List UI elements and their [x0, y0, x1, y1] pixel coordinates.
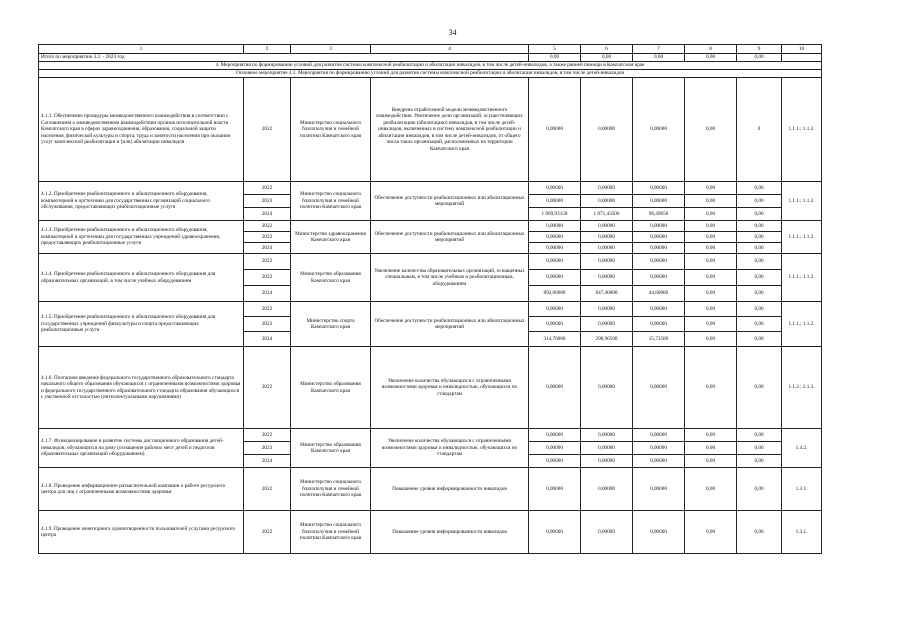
- amount-total: 0,00000: [529, 511, 581, 554]
- result-cell: Увеличение количества обучающихся с ограниченными возможностями здоровья и инвалидностью, обучающихся по стандартам: [371, 347, 529, 429]
- executor-cell: Министерство социального благополучия и семейной политики Камчатского края: [291, 182, 371, 221]
- total-value: 0,00: [529, 54, 581, 62]
- section-title-row: [39, 62, 822, 70]
- year-cell: 2023: [244, 195, 291, 208]
- table-row: [39, 429, 822, 442]
- amount-regional: 44,60000: [633, 286, 685, 302]
- amount-total: 0,00000: [529, 78, 581, 182]
- event-name: 4.1.3. Приобретение реабилитационного и абилитационного оборудования, компьютерной и оргтехники для государственных учреждений здравоохранения, предоставляющих реабилитационные услуги: [39, 221, 244, 254]
- amount-federal: 0,00000: [581, 468, 633, 511]
- amount-regional: 0,00000: [633, 78, 685, 182]
- amount-regional: 0,00000: [633, 429, 685, 442]
- amount-regional: 0,00000: [633, 195, 685, 208]
- result-cell: Повышение уровня информированности инвалидов: [371, 511, 529, 554]
- year-cell: 2022: [244, 511, 291, 554]
- amount-federal: 0,00000: [581, 254, 633, 270]
- amount-regional: 0,00000: [633, 317, 685, 332]
- main-event-row: [39, 70, 822, 78]
- indicator-cell: 1.1.1.; 1.1.2.: [782, 78, 822, 182]
- amount-other: 0,00: [737, 270, 782, 286]
- year-cell: 2023: [244, 442, 291, 455]
- amount-regional: 0,00000: [633, 468, 685, 511]
- amount-total: 0,00000: [529, 182, 581, 195]
- column-header: 9: [737, 45, 782, 54]
- header-row: [39, 45, 822, 54]
- amount-local: 0,00: [685, 254, 737, 270]
- result-cell: Увеличение количества обучающихся с ограниченными возможностями здоровья и инвалидностью, обучающихся по стандартам: [371, 429, 529, 468]
- result-cell: Внедрена отработанной модели межведомственного взаимодействия. Увеличение доли организаций, осуществляющих реабилитацию (абилитацию) инвалидов, в том числе детей-инвалидов, включенных в систему комплексной реабилитации и абилитации инвалидов, в том числе детей-инвалидов, от общего числа таких организаций, расположенных на территории Камчатского края: [371, 78, 529, 182]
- amount-other: 0,00: [737, 511, 782, 554]
- amount-total: 0,00000: [529, 442, 581, 455]
- amount-regional: 0,00000: [633, 254, 685, 270]
- amount-other: 0,00: [737, 302, 782, 317]
- event-name: 4.1.2. Приобретение реабилитационного и абилитационного оборудования, компьютерной и оргтехники для государственных организаций социального обслуживания, предоставляющих реабилитационные услуги: [39, 182, 244, 221]
- amount-federal: 847,40000: [581, 286, 633, 302]
- event-name: 4.1.6. Поэтапное введение федерального государственного образовательного стандарта начального общего образования обучающихся с ограниченными возможностями здоровья и федерального государственного образовательного стандарта образования обучающихся с умственной отсталостью (интеллектуальными нарушениями): [39, 347, 244, 429]
- year-cell: 2023: [244, 232, 291, 243]
- amount-regional: 15,73500: [633, 332, 685, 347]
- year-cell: 2023: [244, 270, 291, 286]
- amount-local: 0,00: [685, 468, 737, 511]
- total-label: Итого по мероприятию 3.2. - 2023 год: [39, 54, 529, 62]
- amount-federal: 0,00000: [581, 232, 633, 243]
- total-row: [39, 54, 822, 62]
- executor-cell: Министерство образования Камчатского края: [291, 254, 371, 302]
- indicator-cell: 1.1.1.; 1.1.2.: [782, 254, 822, 302]
- amount-total: 0,00000: [529, 270, 581, 286]
- amount-federal: 0,00000: [581, 511, 633, 554]
- amount-local: 0,00: [685, 232, 737, 243]
- column-header: 2: [244, 45, 291, 54]
- event-name: 4.1.9. Проведение мониторинга удовлетворенности пользователей услугами ресурсного центра: [39, 511, 244, 554]
- year-cell: 2022: [244, 254, 291, 270]
- amount-total: 0,00000: [529, 195, 581, 208]
- amount-other: 0,00: [737, 195, 782, 208]
- amount-federal: 0,00000: [581, 317, 633, 332]
- amount-regional: 0,00000: [633, 442, 685, 455]
- amount-regional: 0,00000: [633, 182, 685, 195]
- amount-regional: 0,00000: [633, 243, 685, 254]
- total-value: 0,00: [685, 54, 737, 62]
- program-table: [38, 44, 822, 554]
- amount-total: 0,00000: [529, 317, 581, 332]
- indicator-cell: 1.1.1.; 1.1.2.: [782, 182, 822, 221]
- amount-local: 0,00: [685, 302, 737, 317]
- amount-local: 0,00: [685, 270, 737, 286]
- result-cell: Обеспечение доступности реабилитационных или абилитационных мероприятий: [371, 302, 529, 347]
- amount-other: 0,00: [737, 332, 782, 347]
- event-name: 4.1.4. Приобретение реабилитационного и абилитационного оборудования для образовательных организаций, в том числе учебных оборудованием: [39, 254, 244, 302]
- amount-federal: 0,00000: [581, 182, 633, 195]
- amount-regional: 0,00000: [633, 232, 685, 243]
- table-row: [39, 254, 822, 270]
- amount-total: 0,00000: [529, 455, 581, 468]
- column-header: 5: [529, 45, 581, 54]
- result-cell: Повышение уровня информированности инвалидов: [371, 468, 529, 511]
- executor-cell: Министерство образования Камчатского края: [291, 429, 371, 468]
- executor-cell: Министерство социального благополучия и семейной политики Камчатского края: [291, 511, 371, 554]
- amount-total: 0,00000: [529, 232, 581, 243]
- table-row: [39, 221, 822, 232]
- amount-regional: 0,00000: [633, 347, 685, 429]
- table-row: [39, 468, 822, 511]
- column-header: 10: [782, 45, 822, 54]
- event-name: 4.1.8. Проведение информационно-разъяснительной кампании о работе ресурсного центра для лиц с ограниченными возможностями здоровья: [39, 468, 244, 511]
- amount-federal: 0,00000: [581, 243, 633, 254]
- executor-cell: Министерство образования Камчатского края: [291, 347, 371, 429]
- amount-total: 892,00000: [529, 286, 581, 302]
- amount-federal: 0,00000: [581, 302, 633, 317]
- column-header: 4: [371, 45, 529, 54]
- year-cell: 2024: [244, 286, 291, 302]
- amount-regional: 0,00000: [633, 302, 685, 317]
- amount-local: 0,00: [685, 511, 737, 554]
- amount-local: 0,00: [685, 347, 737, 429]
- amount-federal: 298,96500: [581, 332, 633, 347]
- amount-regional: 0,00000: [633, 270, 685, 286]
- amount-other: 0,00: [737, 208, 782, 221]
- year-cell: 2022: [244, 78, 291, 182]
- table-row: [39, 182, 822, 195]
- amount-local: 0,00: [685, 195, 737, 208]
- amount-federal: 1 871,43500: [581, 208, 633, 221]
- amount-other: 0,00: [737, 243, 782, 254]
- executor-cell: Министерство здравоохранения Камчатского края: [291, 221, 371, 254]
- amount-federal: 0,00000: [581, 347, 633, 429]
- amount-total: 0,00000: [529, 243, 581, 254]
- column-header: 7: [633, 45, 685, 54]
- amount-total: 0,00000: [529, 347, 581, 429]
- year-cell: 2022: [244, 468, 291, 511]
- amount-regional: 0,00000: [633, 221, 685, 232]
- amount-federal: 0,00000: [581, 195, 633, 208]
- amount-local: 0,00: [685, 78, 737, 182]
- amount-federal: 0,00000: [581, 221, 633, 232]
- year-cell: 2022: [244, 182, 291, 195]
- year-cell: 2024: [244, 455, 291, 468]
- amount-total: 1 969,93158: [529, 208, 581, 221]
- year-cell: 2022: [244, 221, 291, 232]
- total-value: 0,00: [633, 54, 685, 62]
- amount-local: 0,00: [685, 429, 737, 442]
- executor-cell: Министерство спорта Камчатского края: [291, 302, 371, 347]
- table-row: [39, 78, 822, 182]
- amount-local: 0,00: [685, 317, 737, 332]
- amount-federal: 0,00000: [581, 442, 633, 455]
- table-row: [39, 347, 822, 429]
- amount-local: 0,00: [685, 208, 737, 221]
- main-event-title: Основное мероприятие 4.1. Мероприятия по формированию условий для развития системы комплексной реабилитации и абилитации инвалидов, в том числе детей-инвалидов: [39, 70, 822, 78]
- indicator-cell: 1.3.1.: [782, 511, 822, 554]
- amount-regional: 0,00000: [633, 511, 685, 554]
- amount-other: 0,00: [737, 286, 782, 302]
- indicator-cell: 1.3.1.: [782, 468, 822, 511]
- amount-other: 0,00: [737, 254, 782, 270]
- amount-local: 0,00: [685, 221, 737, 232]
- amount-regional: 98,49658: [633, 208, 685, 221]
- amount-other: 0,00: [737, 442, 782, 455]
- event-name: 4.1.5. Приобретение реабилитационного и абилитационного оборудования для государственных учреждений физкультуры и спорта предоставляющих реабилитационные услуги: [39, 302, 244, 347]
- amount-federal: 0,00000: [581, 270, 633, 286]
- amount-local: 0,00: [685, 182, 737, 195]
- amount-total: 0,00000: [529, 302, 581, 317]
- table-row: [39, 302, 822, 317]
- amount-total: 0,00000: [529, 254, 581, 270]
- year-cell: 2024: [244, 332, 291, 347]
- empty-cell: [782, 54, 822, 62]
- year-cell: 2023: [244, 317, 291, 332]
- amount-total: 0,00000: [529, 468, 581, 511]
- year-cell: 2022: [244, 302, 291, 317]
- amount-federal: 0,00000: [581, 455, 633, 468]
- total-value: 0,00: [581, 54, 633, 62]
- column-header: 8: [685, 45, 737, 54]
- page-number: 34: [448, 28, 457, 37]
- event-name: 4.1.1. Обеспечение процедуры межведомственного взаимодействия в соответствии с Соглашением о межведомственном взаимодействии органов исполнительной власти Камчатского края в сферах здравоохранения, образования, социальной защиты населения, физической культуры и спорта, труда и занятости населения при оказании услуг комплексной реабилитации и (или) абилитации инвалидов: [39, 78, 244, 182]
- result-cell: Обеспечение доступности реабилитационных или абилитационных мероприятий: [371, 182, 529, 221]
- indicator-cell: 1.1.1.; 1.1.2.: [782, 302, 822, 347]
- amount-local: 0,00: [685, 243, 737, 254]
- year-cell: 2022: [244, 429, 291, 442]
- column-header: 3: [291, 45, 371, 54]
- column-header: 6: [581, 45, 633, 54]
- amount-other: 0,00: [737, 317, 782, 332]
- indicator-cell: 1.1.2.; 2.1.3.: [782, 347, 822, 429]
- result-cell: Увеличение количества образовательных организаций, оснащенных специальным, в том числе учебным и реабилитационным, оборудованием: [371, 254, 529, 302]
- indicator-cell: 1.1.1.; 1.1.2.: [782, 221, 822, 254]
- amount-local: 0,00: [685, 332, 737, 347]
- year-cell: 2024: [244, 243, 291, 254]
- amount-total: 0,00000: [529, 221, 581, 232]
- amount-other: 0,00: [737, 221, 782, 232]
- amount-federal: 0,00000: [581, 429, 633, 442]
- total-value: 0,00: [737, 54, 782, 62]
- amount-other: 0,00: [737, 455, 782, 468]
- executor-cell: Министерство социального благополучия и семейной политики Камчатского края: [291, 78, 371, 182]
- table-row: [39, 511, 822, 554]
- event-name: 4.1.7. Функционирование и развитие системы дистанционного образования детей-инвалидов, обучающихся на дому (оснащение рабочих мест детей и педагогов образовательных организаций оборудованием): [39, 429, 244, 468]
- year-cell: 2024: [244, 208, 291, 221]
- result-cell: Обеспечение доступности реабилитационных или абилитационных мероприятий: [371, 221, 529, 254]
- column-header: 1: [39, 45, 244, 54]
- amount-local: 0,00: [685, 455, 737, 468]
- amount-local: 0,00: [685, 442, 737, 455]
- amount-other: 0,00: [737, 182, 782, 195]
- amount-other: 0,00: [737, 429, 782, 442]
- executor-cell: Министерство социального благополучия и семейной политики Камчатского края: [291, 468, 371, 511]
- indicator-cell: 1.4.2.: [782, 429, 822, 468]
- amount-regional: 0,00000: [633, 455, 685, 468]
- year-cell: 2022: [244, 347, 291, 429]
- section-title: 4. Мероприятия по формированию условий для развития системы комплексной реабилитации и абилитации инвалидов, в том числе детей-инвалидов, а также ранней помощи в Камчатском крае: [39, 62, 822, 70]
- amount-local: 0,00: [685, 286, 737, 302]
- amount-total: 0,00000: [529, 429, 581, 442]
- amount-federal: 0,00000: [581, 78, 633, 182]
- amount-other: 0: [737, 78, 782, 182]
- amount-other: 0,00: [737, 468, 782, 511]
- amount-other: 0,00: [737, 347, 782, 429]
- amount-total: 314,70000: [529, 332, 581, 347]
- amount-other: 0,00: [737, 232, 782, 243]
